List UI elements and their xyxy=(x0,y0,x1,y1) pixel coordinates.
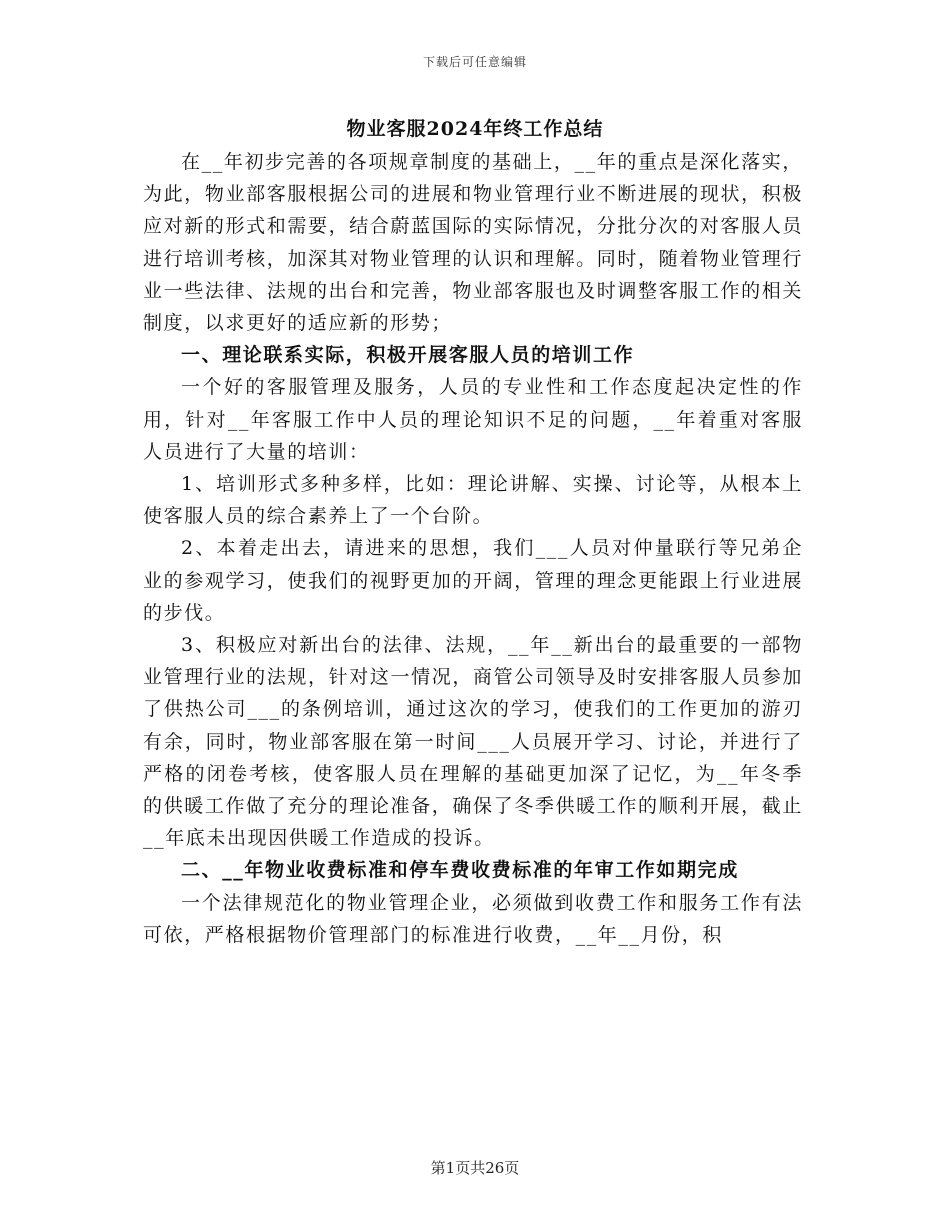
list-item-2: 2、本着走出去，请进来的思想，我们___人员对仲量联行等兄弟企业的参观学习，使我们的视野更加的开阔，管理的理念更能跟上行业进展的步伐。 xyxy=(143,537,803,624)
document-title: 物业客服2024年终工作总结 xyxy=(346,118,604,140)
section-1-paragraph: 一个好的客服管理及服务，人员的专业性和工作态度起决定性的作用，针对__年客服工作中人员的理论知识不足的问题，__年着重对客服人员进行了大量的培训： xyxy=(143,376,803,463)
section-2-paragraph: 一个法律规范化的物业管理企业，必须做到收费工作和服务工作有法可依，严格根据物价管理部门的标准进行收费，__年__月份，积 xyxy=(143,891,803,946)
intro-paragraph: 在__年初步完善的各项规章制度的基础上，__年的重点是深化落实，为此，物业部客服根据公司的进展和物业管理行业不断进展的现状，积极应对新的形式和需要，结合蔚蓝国际的实际情况，分批分次的对客服人员进行培训考核，加深其对物业管理的认识和理解。同时，随着物业管理行业一些法律、法规的出台和完善，物业部客服也及时调整客服工作的相关制度，以求更好的适应新的形势； xyxy=(143,151,803,335)
header-note: 下载后可任意编辑 xyxy=(422,55,527,69)
document-body xyxy=(143,146,803,951)
page-number-footer: 第1页共26页 xyxy=(430,1159,520,1177)
section-heading-2: 二、__年物业收费标准和停车费收费标准的年审工作如期完成 xyxy=(181,859,739,882)
section-heading-1: 一、理论联系实际，积极开展客服人员的培训工作 xyxy=(181,344,635,367)
list-item-3: 3、积极应对新出台的法律、法规，__年__新出台的最重要的一部物业管理行业的法规，针对这一情况，商管公司领导及时安排客服人员参加了供热公司___的条例培训，通过这次的学习，使我们的工作更加的游刃有余，同时，物业部客服在第一时间___人员展开学习、讨论，并进行了严格的闭卷考核，使客服人员在理解的基础更加深了记忆，为__年冬季的供暖工作做了充分的理论准备，确保了冬季供暖工作的顺利开展，截止__年底未出现因供暖工作造成的投诉。 xyxy=(143,634,803,850)
list-item-1: 1、培训形式多种多样，比如：理论讲解、实操、讨论等，从根本上使客服人员的综合素养上了一个台阶。 xyxy=(143,473,803,528)
